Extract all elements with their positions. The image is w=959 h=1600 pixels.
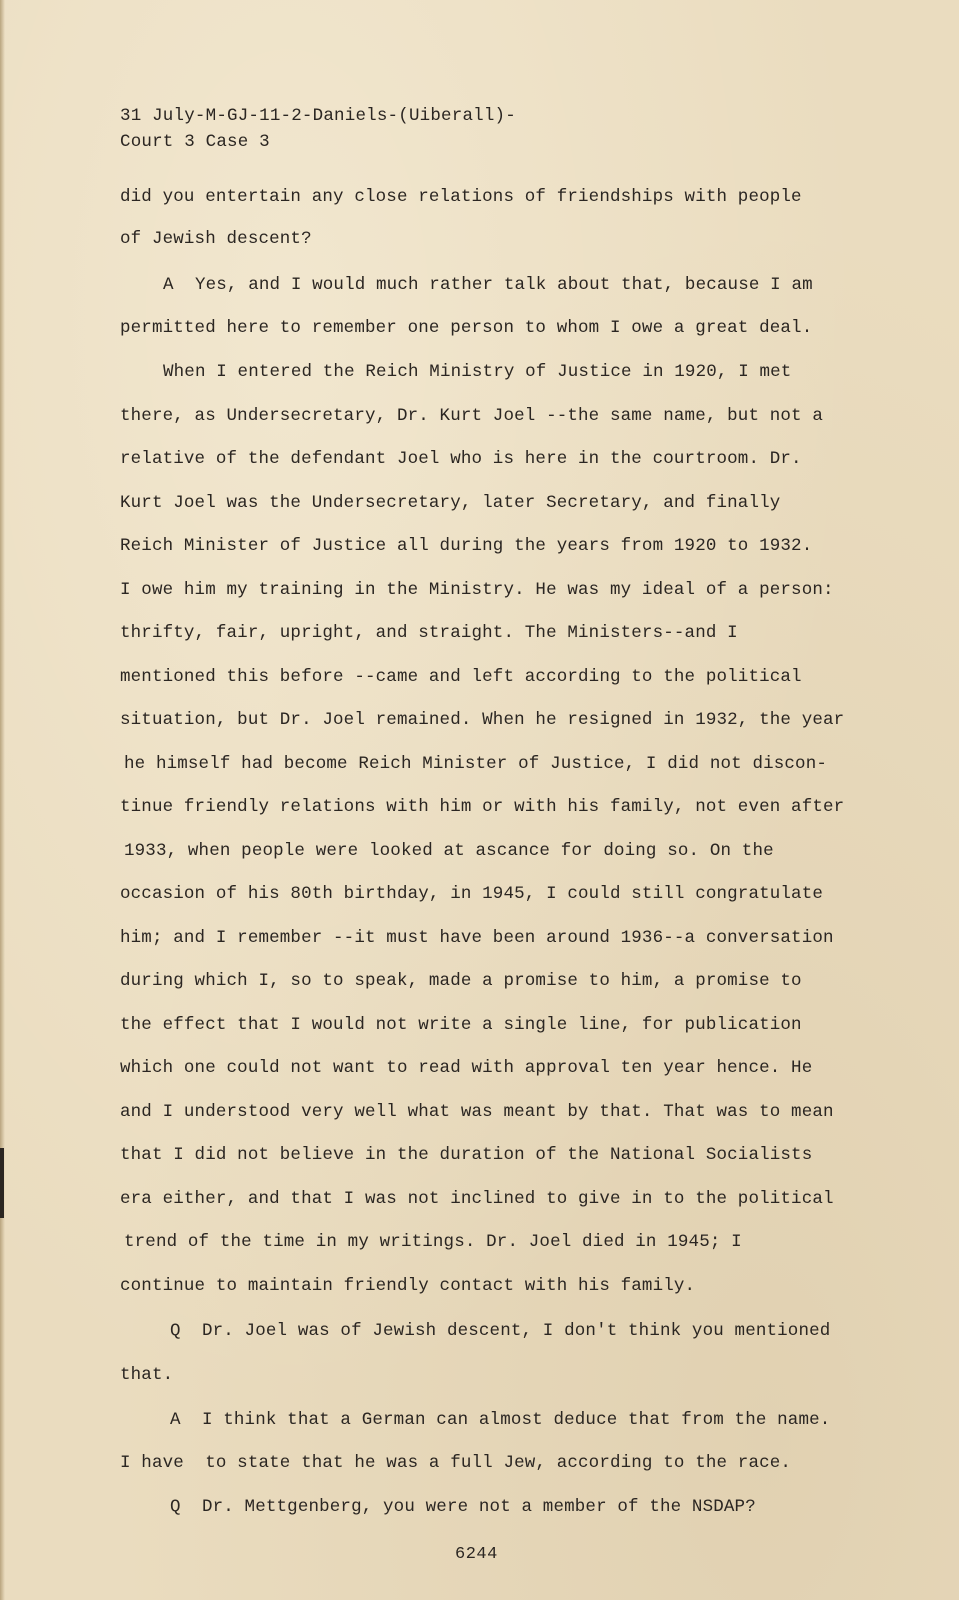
text-line: and I understood very well what was meant by that. That was to mean	[120, 1102, 834, 1122]
text-line: tinue friendly relations with him or with his family, not even after	[120, 797, 845, 817]
text-line: When I entered the Reich Ministry of Justice in 1920, I met	[163, 362, 792, 382]
text-line: 1933, when people were looked at ascance for doing so. On the	[124, 841, 774, 861]
document-header	[120, 103, 516, 155]
text-line: during which I, so to speak, made a promise to him, a promise to	[120, 971, 802, 991]
page-number: 6244	[455, 1545, 498, 1564]
text-line: Reich Minister of Justice all during the years from 1920 to 1932.	[120, 536, 813, 556]
text-line: that.	[120, 1365, 174, 1385]
text-line: continue to maintain friendly contact with his family.	[120, 1276, 696, 1296]
edge-mark	[0, 1148, 4, 1218]
header-line-2: Court 3 Case 3	[120, 132, 270, 152]
text-line: there, as Undersecretary, Dr. Kurt Joel --the same name, but not a	[120, 406, 824, 426]
text-line: mentioned this before --came and left according to the political	[120, 667, 802, 687]
text-line: era either, and that I was not inclined to give in to the political	[120, 1189, 834, 1209]
text-line: situation, but Dr. Joel remained. When he resigned in 1932, the year	[120, 710, 845, 730]
text-line: Q Dr. Mettgenberg, you were not a member of the NSDAP?	[170, 1497, 756, 1517]
text-line: trend of the time in my writings. Dr. Joel died in 1945; I	[124, 1232, 742, 1252]
header-line-1: 31 July-M-GJ-11-2-Daniels-(Uiberall)-	[120, 106, 516, 126]
text-line: relative of the defendant Joel who is here in the courtroom. Dr.	[120, 449, 802, 469]
text-line: occasion of his 80th birthday, in 1945, I could still congratulate	[120, 884, 824, 904]
text-line: A Yes, and I would much rather talk about that, because I am	[163, 275, 813, 295]
text-line: I owe him my training in the Ministry. He was my ideal of a person:	[120, 580, 834, 600]
text-line: I have to state that he was a full Jew, according to the race.	[120, 1453, 792, 1473]
text-line: permitted here to remember one person to whom I owe a great deal.	[120, 318, 813, 338]
text-line: Kurt Joel was the Undersecretary, later Secretary, and finally	[120, 493, 781, 513]
text-line: thrifty, fair, upright, and straight. The Ministers--and I	[120, 623, 738, 643]
text-line: that I did not believe in the duration of the National Socialists	[120, 1145, 813, 1165]
text-line: him; and I remember --it must have been around 1936--a conversation	[120, 928, 834, 948]
page-edge-shadow	[0, 0, 5, 1600]
text-line: Q Dr. Joel was of Jewish descent, I don't think you mentioned	[170, 1321, 831, 1341]
text-line: A I think that a German can almost deduce that from the name.	[170, 1410, 831, 1430]
text-line: did you entertain any close relations of friendships with people	[120, 187, 802, 207]
text-line: the effect that I would not write a single line, for publication	[120, 1015, 802, 1035]
text-line: which one could not want to read with approval ten year hence. He	[120, 1058, 813, 1078]
text-line: of Jewish descent?	[120, 229, 312, 249]
text-line: he himself had become Reich Minister of Justice, I did not discon-	[124, 754, 828, 774]
